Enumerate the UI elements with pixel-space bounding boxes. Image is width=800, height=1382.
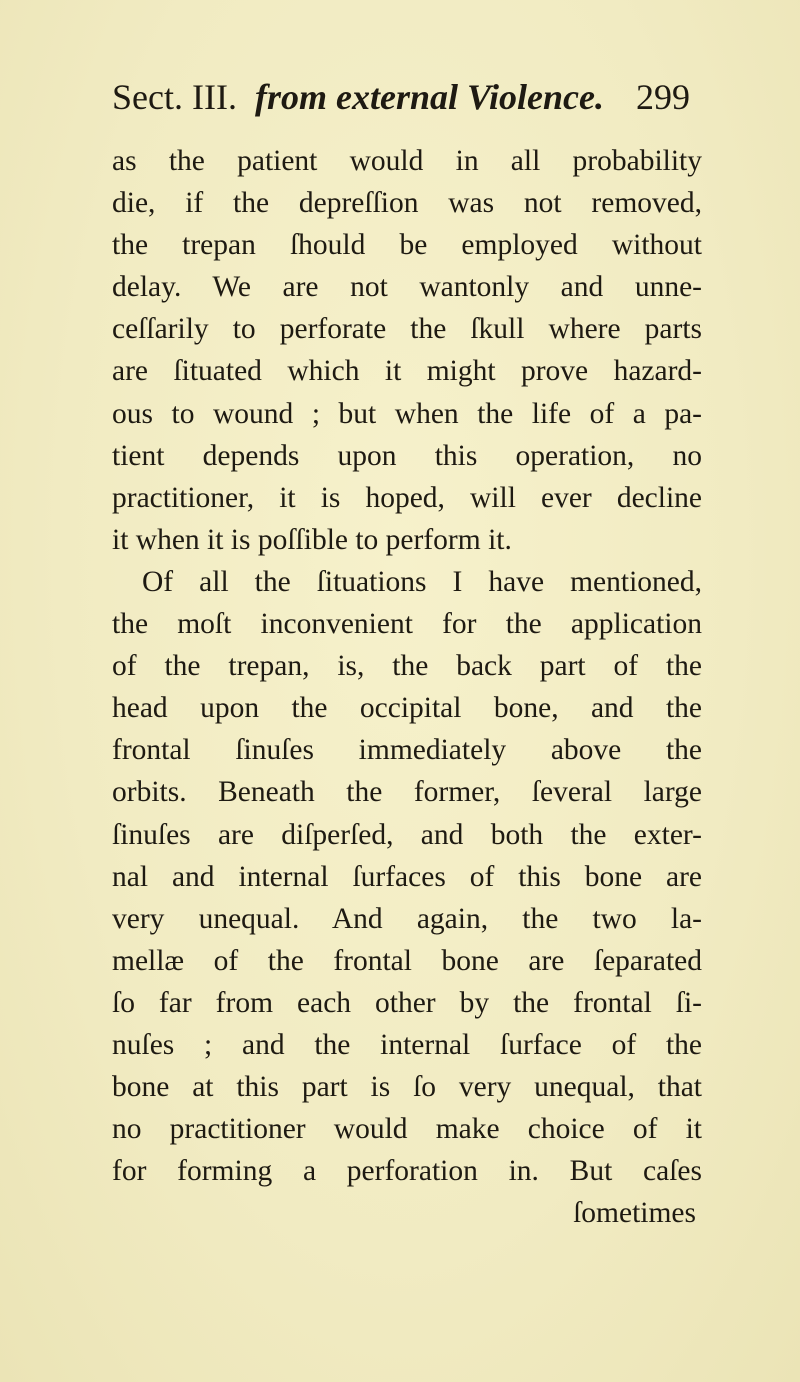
text-line: mellæ of the frontal bone are ſeparated: [112, 944, 702, 977]
section-label: Sect. III.: [112, 77, 237, 117]
text-line: as the patient would in all probability: [112, 145, 702, 177]
running-header: [112, 76, 690, 136]
text-line: ceſſarily to perforate the ſkull where parts: [112, 313, 702, 346]
text-line: of the trepan, is, the back part of the: [112, 650, 702, 683]
text-line: bone at this part is ſo very unequal, that: [112, 1071, 702, 1104]
text-line: are ſituated which it might prove hazard-: [112, 355, 702, 388]
text-line: it when it is poſſible to perform it.: [112, 523, 512, 556]
text-line: the moſt inconvenient for the application: [112, 608, 702, 641]
page-number: 299: [636, 77, 690, 117]
text-line: for forming a perforation in. But caſes: [112, 1155, 702, 1188]
text-line: orbits. Beneath the former, ſeveral large: [112, 776, 702, 809]
text-line: practitioner, it is hoped, will ever decline: [112, 481, 702, 514]
text-line: nal and internal ſurfaces of this bone are: [112, 860, 702, 893]
text-line: ſo far from each other by the frontal ſi-: [112, 986, 702, 1019]
text-line: ſinuſes are diſperſed, and both the exter-: [112, 818, 702, 851]
body-text: [112, 140, 702, 1234]
running-title: from external Violence.: [255, 77, 604, 117]
catchword: ſometimes: [573, 1197, 696, 1230]
text-line: frontal ſinuſes immediately above the: [112, 734, 702, 767]
text-line: very unequal. And again, the two la-: [112, 902, 702, 935]
text-line: nuſes ; and the internal ſurface of the: [112, 1028, 702, 1061]
text-line: tient depends upon this operation, no: [112, 439, 702, 472]
text-line: die, if the depreſſion was not removed,: [112, 187, 702, 220]
text-line: head upon the occipital bone, and the: [112, 692, 702, 725]
text-line: no practitioner would make choice of it: [112, 1113, 702, 1146]
text-line: the trepan ſhould be employed without: [112, 229, 702, 262]
text-line: Of all the ſituations I have mentioned,: [142, 565, 702, 598]
text-line: delay. We are not wantonly and unne-: [112, 271, 702, 304]
text-line: ous to wound ; but when the life of a pa-: [112, 397, 702, 430]
